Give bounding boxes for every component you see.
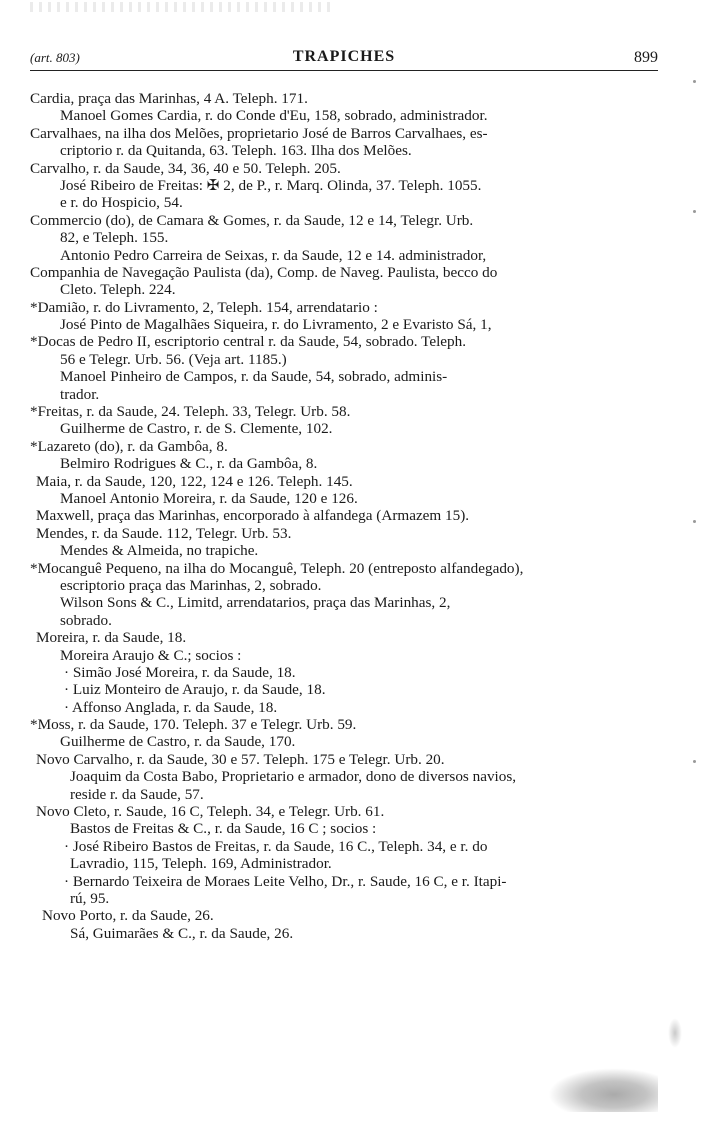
entry-line: Companhia de Navegação Paulista (da), Comp. de Naveg. Paulista, becco do [30, 263, 498, 281]
entry-line: Belmiro Rodrigues & C., r. da Gambôa, 8. [60, 455, 318, 473]
entry-line: Cleto. Teleph. 224. [60, 281, 176, 299]
entry-line: Guilherme de Castro, r. da Saude, 170. [60, 733, 296, 751]
entry-line: sobrado. [60, 611, 112, 629]
margin-speck [693, 760, 696, 763]
entry-line: trador. [60, 385, 100, 403]
entry-line: criptorio r. da Quitanda, 63. Teleph. 163. Ilha dos Melões. [60, 142, 412, 160]
entry-line: *Mocanguê Pequeno, na ilha do Mocanguê, Teleph. 20 (entreposto alfandegado), [30, 559, 524, 577]
entry-line: Carvalhaes, na ilha dos Melões, proprietario José de Barros Carvalhaes, es- [30, 124, 488, 142]
entry-line: 82, e Teleph. 155. [60, 229, 169, 247]
entry-line: Manoel Gomes Cardia, r. do Conde d'Eu, 158, sobrado, administrador. [60, 107, 488, 125]
entry-line: Moreira Araujo & C.; socios : [60, 646, 242, 664]
entry-line: Manoel Pinheiro de Campos, r. da Saude, 54, sobrado, adminis- [60, 368, 448, 386]
entry-line: 56 e Telegr. Urb. 56. (Veja art. 1185.) [60, 350, 287, 368]
entry-line: Joaquim da Costa Babo, Proprietario e armador, dono de diversos navios, [70, 768, 517, 786]
entry-line: Sá, Guimarães & C., r. da Saude, 26. [70, 924, 294, 942]
entries-body [30, 90, 670, 942]
entry-line: Novo Porto, r. da Saude, 26. [42, 907, 214, 925]
page-header [30, 46, 658, 71]
entry-line: *Lazareto (do), r. da Gambôa, 8. [30, 437, 228, 455]
entry-line: escriptorio praça das Marinhas, 2, sobrado. [60, 576, 322, 594]
ink-stain [668, 1018, 682, 1048]
entry-line: Wilson Sons & C., Limitd, arrendatarios, praça das Marinhas, 2, [60, 594, 451, 612]
entry-line: Bastos de Freitas & C., r. da Saude, 16 C ; socios : [70, 820, 377, 838]
entry-line: Carvalho, r. da Saude, 34, 36, 40 e 50. Teleph. 205. [30, 159, 341, 177]
entry-line: Moreira, r. da Saude, 18. [36, 629, 187, 647]
margin-speck [693, 80, 696, 83]
page-number: 899 [634, 49, 658, 66]
article-ref: (art. 803) [30, 50, 80, 65]
entry-line: Lavradio, 115, Teleph. 169, Administrador. [70, 855, 332, 873]
entry-line: José Ribeiro de Freitas: ✠ 2, de P., r. Marq. Olinda, 37. Teleph. 1055. [60, 176, 482, 194]
entry-line: Novo Carvalho, r. da Saude, 30 e 57. Teleph. 175 e Telegr. Urb. 20. [36, 750, 445, 768]
entry-line: · Simão José Moreira, r. da Saude, 18. [64, 663, 296, 681]
entry-line: Mendes & Almeida, no trapiche. [60, 542, 259, 560]
entry-line: Maxwell, praça das Marinhas, encorporado à alfandega (Armazem 15). [36, 507, 470, 525]
margin-speck [693, 520, 696, 523]
entry-line: · Luiz Monteiro de Araujo, r. da Saude, 18. [64, 681, 326, 699]
margin-speck [693, 210, 696, 213]
entry-line: *Damião, r. do Livramento, 2, Teleph. 154, arrendatario : [30, 298, 378, 316]
entry-line: Guilherme de Castro, r. de S. Clemente, 102. [60, 420, 333, 438]
entry-line: *Moss, r. da Saude, 170. Teleph. 37 e Telegr. Urb. 59. [30, 716, 357, 734]
entry-line: Mendes, r. da Saude. 112, Telegr. Urb. 53. [36, 524, 292, 542]
entry-line: reside r. da Saude, 57. [70, 785, 204, 803]
ink-stain [548, 1068, 658, 1112]
entry-line: José Pinto de Magalhães Siqueira, r. do Livramento, 2 e Evaristo Sá, 1, [60, 316, 492, 334]
bleed-through-artifact [30, 2, 330, 12]
entry-line: · José Ribeiro Bastos de Freitas, r. da Saude, 16 C., Teleph. 34, e r. do [64, 837, 488, 855]
section-title: TRAPICHES [292, 48, 396, 65]
entry-line: rú, 95. [70, 889, 110, 907]
entry-line: · Bernardo Teixeira de Moraes Leite Velho, Dr., r. Saude, 16 C, e r. Itapi- [64, 872, 507, 890]
entry-line: Novo Cleto, r. Saude, 16 C, Teleph. 34, e Telegr. Urb. 61. [36, 803, 385, 821]
entry-line: Antonio Pedro Carreira de Seixas, r. da Saude, 12 e 14. administrador, [60, 246, 487, 264]
entry-line: e r. do Hospicio, 54. [60, 194, 183, 212]
entry-line: *Freitas, r. da Saude, 24. Teleph. 33, Telegr. Urb. 58. [30, 403, 351, 421]
entry-line: Maia, r. da Saude, 120, 122, 124 e 126. Teleph. 145. [36, 472, 353, 490]
entry-line: Commercio (do), de Camara & Gomes, r. da Saude, 12 e 14, Telegr. Urb. [30, 211, 474, 229]
entry-line: Cardia, praça das Marinhas, 4 A. Teleph. 171. [30, 90, 308, 107]
entry-line: Manoel Antonio Moreira, r. da Saude, 120 e 126. [60, 489, 358, 507]
entry-line: *Docas de Pedro II, escriptorio central r. da Saude, 54, sobrado. Teleph. [30, 333, 467, 351]
entry-line: · Affonso Anglada, r. da Saude, 18. [64, 698, 278, 716]
